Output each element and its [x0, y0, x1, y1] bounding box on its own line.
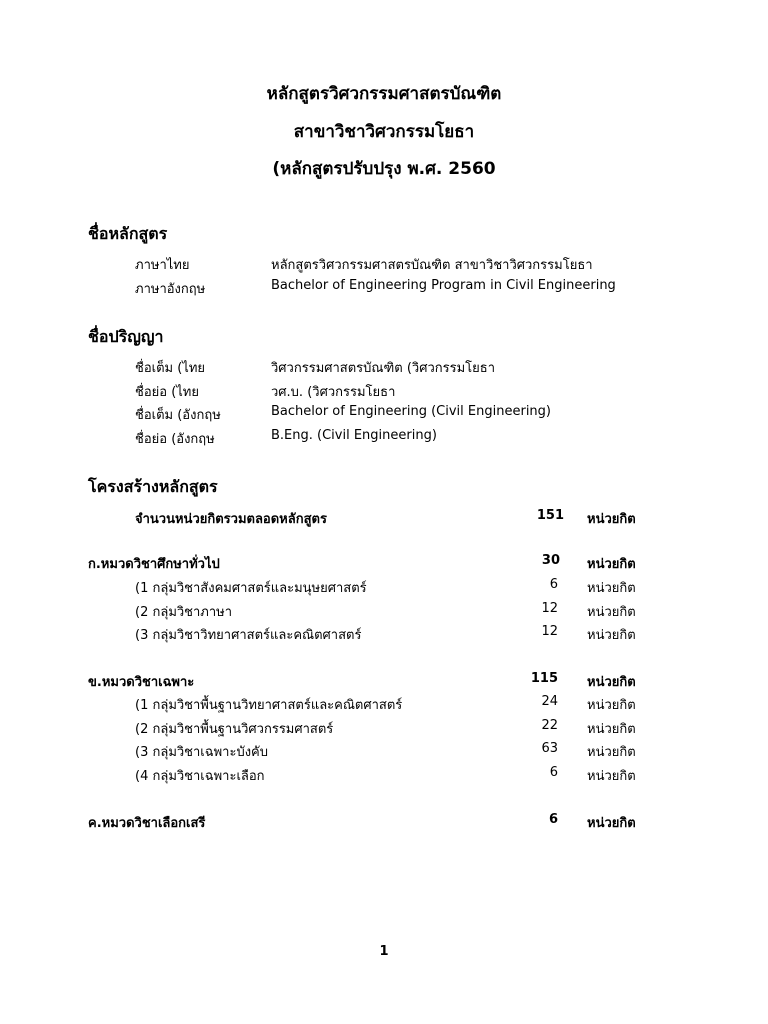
group-b-item-4-label: (4 กลุ่มวิชาเฉพาะเลือก	[135, 769, 265, 784]
group-c-unit: หน่วยกิต	[587, 816, 636, 831]
group-b-item-2-label: (2 กลุ่มวิชาพื้นฐานวิศวกรรมศาสตร์	[135, 722, 334, 737]
degree-abbr-thai-value: วศ.บ. (วิศวกรรมโยธา	[271, 385, 396, 400]
total-credits-value: 151	[536, 508, 564, 523]
group-a-item-2-unit: หน่วยกิต	[587, 605, 636, 620]
group-a-item-3-credits: 12	[541, 624, 558, 639]
structure-heading: โครงสร้างหลักสูตร	[88, 477, 218, 496]
degree-full-english-label: ชื่อเต็ม (อังกฤษ	[135, 408, 221, 423]
thai-name-value: หลักสูตรวิศวกรรมศาสตรบัณฑิต สาขาวิชาวิศวกรรมโยธา	[271, 258, 593, 273]
group-a-item-1-credits: 6	[549, 577, 558, 592]
group-c-label: ค.หมวดวิชาเลือกเสรี	[88, 816, 206, 831]
thai-name-label: ภาษาไทย	[135, 258, 190, 273]
group-a-item-1-label: (1 กลุ่มวิชาสังคมศาสตร์และมนุษยศาสตร์	[135, 581, 367, 596]
degree-abbr-english-value: B.Eng. (Civil Engineering)	[271, 428, 437, 443]
group-a-item-3-unit: หน่วยกิต	[587, 628, 636, 643]
group-c-credits: 6	[548, 812, 558, 827]
group-b-item-3-unit: หน่วยกิต	[587, 745, 636, 760]
group-b-item-3-label: (3 กลุ่มวิชาเฉพาะบังคับ	[135, 745, 269, 760]
group-a-credits: 30	[541, 553, 560, 568]
group-b-item-4-unit: หน่วยกิต	[587, 769, 636, 784]
document-title-line-1: หลักสูตรวิศวกรรมศาสตรบัณฑิต	[266, 84, 502, 104]
group-b-credits: 115	[530, 671, 558, 686]
total-credits-unit: หน่วยกิต	[587, 512, 636, 527]
document-title-line-3: (หลักสูตรปรับปรุง พ.ศ. 2560	[272, 159, 496, 179]
group-a-item-1-unit: หน่วยกิต	[587, 581, 636, 596]
group-b-label: ข.หมวดวิชาเฉพาะ	[88, 675, 195, 690]
group-b-item-1-label: (1 กลุ่มวิชาพื้นฐานวิทยาศาสตร์และคณิตศาสตร์	[135, 698, 403, 713]
group-a-label: ก.หมวดวิชาศึกษาทั่วไป	[88, 557, 220, 572]
degree-full-thai-value: วิศวกรรมศาสตรบัณฑิต (วิศวกรรมโยธา	[271, 361, 496, 376]
total-credits-label: จำนวนหน่วยกิตรวมตลอดหลักสูตร	[135, 512, 327, 527]
page-number: 1	[379, 944, 389, 959]
group-b-item-3-credits: 63	[541, 741, 558, 756]
degree-name-heading: ชื่อปริญญา	[88, 327, 164, 346]
group-b-item-2-credits: 22	[541, 718, 558, 733]
group-b-unit: หน่วยกิต	[587, 675, 636, 690]
english-name-value: Bachelor of Engineering Program in Civil Engineering	[271, 278, 616, 293]
degree-full-thai-label: ชื่อเต็ม (ไทย	[135, 361, 206, 376]
group-a-item-2-credits: 12	[541, 601, 558, 616]
group-b-item-4-credits: 6	[549, 765, 558, 780]
group-a-unit: หน่วยกิต	[587, 557, 636, 572]
group-a-item-3-label: (3 กลุ่มวิชาวิทยาศาสตร์และคณิตศาสตร์	[135, 628, 362, 643]
group-a-item-2-label: (2 กลุ่มวิชาภาษา	[135, 605, 233, 620]
document-title-line-2: สาขาวิชาวิศวกรรมโยธา	[293, 122, 475, 142]
degree-abbr-thai-label: ชื่อย่อ (ไทย	[135, 385, 199, 400]
group-b-item-1-credits: 24	[541, 694, 558, 709]
curriculum-name-heading: ชื่อหลักสูตร	[88, 224, 168, 243]
degree-full-english-value: Bachelor of Engineering (Civil Engineering)	[271, 404, 551, 419]
english-name-label: ภาษาอังกฤษ	[135, 282, 206, 297]
degree-abbr-english-label: ชื่อย่อ (อังกฤษ	[135, 432, 215, 447]
group-b-item-2-unit: หน่วยกิต	[587, 722, 636, 737]
group-b-item-1-unit: หน่วยกิต	[587, 698, 636, 713]
